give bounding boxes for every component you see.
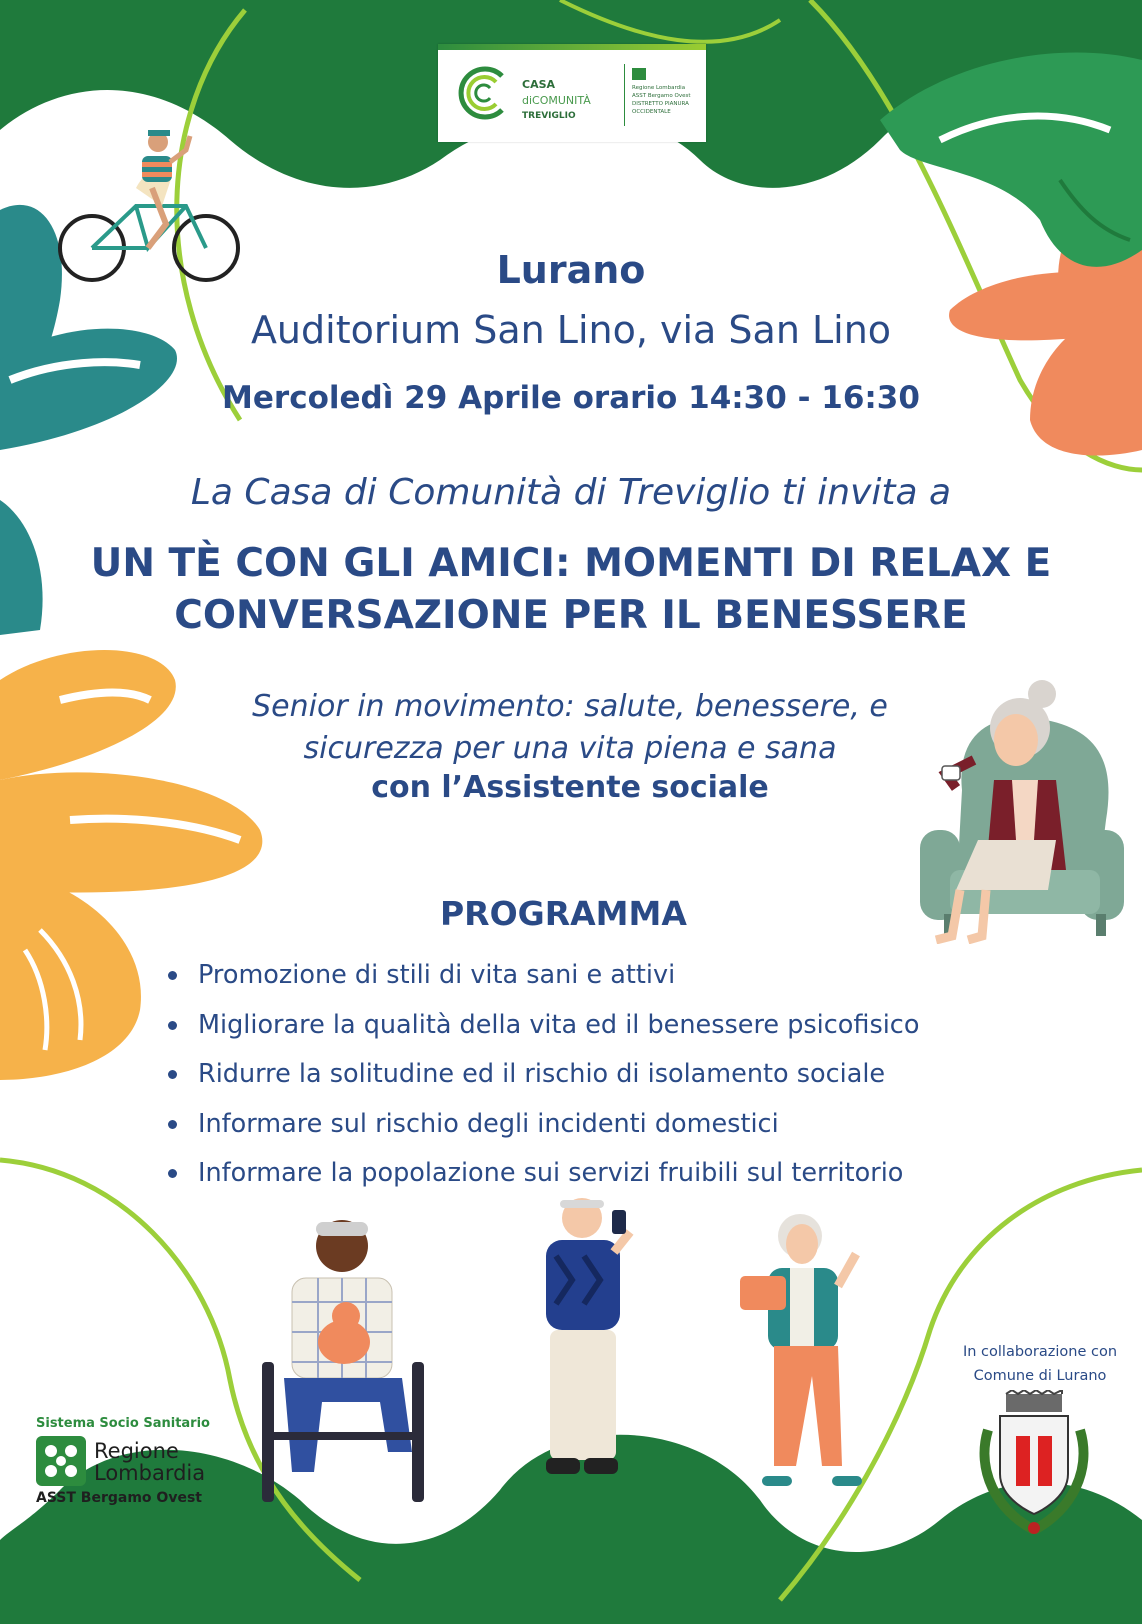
logo-partner-text: Regione Lombardia ASST Bergamo Ovest DISTRETTO PIANURA OCCIDENTALE (632, 85, 691, 115)
headline-line-2: CONVERSAZIONE PER IL BENESSERE (174, 593, 968, 638)
collab-line-1: In collaborazione con (962, 1344, 1118, 1360)
regione-name-line-1: Regione (94, 1439, 179, 1463)
yellow-petal-top (0, 650, 176, 780)
regione-name-line-2: Lombardia (94, 1461, 206, 1485)
man-with-phone-icon (526, 1196, 638, 1506)
asst-label: ASST Bergamo Ovest (36, 1490, 202, 1506)
programma-item: Migliorare la qualità della vita ed il benessere psicofisico (164, 1008, 1044, 1058)
programma-item: Ridurre la solitudine ed il rischio di isolamento sociale (164, 1057, 1044, 1107)
woman-with-tablet-icon (740, 1206, 880, 1506)
programma-item: Informare sul rischio degli incidenti domestici (164, 1107, 1044, 1157)
session-subtitle (180, 686, 960, 770)
programma-list (164, 958, 1044, 1206)
regione-system-label: Sistema Socio Sanitario (36, 1416, 210, 1431)
casa-comunita-c-icon (452, 62, 514, 124)
event-town: Lurano (496, 248, 646, 292)
subtitle-line-2: sicurezza per una vita piena e sana (303, 731, 837, 766)
casa-comunita-logo (438, 44, 706, 142)
session-speaker: con l’Assistente sociale (371, 770, 769, 805)
man-wheelchair-icon (262, 1212, 432, 1502)
rosa-camuna-icon (36, 1436, 86, 1486)
event-venue: Auditorium San Lino, via San Lino (250, 308, 892, 352)
logo-divider (624, 64, 625, 126)
lurano-coat-of-arms-icon (976, 1390, 1092, 1540)
regione-lombardia-logo-icon (36, 1436, 86, 1486)
regione-mini-icon (632, 68, 646, 80)
programma-item: Informare la popolazione sui servizi fruibili sul territorio (164, 1156, 1044, 1206)
event-datetime: Mercoledì 29 Aprile orario 14:30 - 16:30 (222, 380, 920, 416)
elderly-woman-armchair-icon (916, 670, 1132, 944)
collaboration-note (950, 1340, 1130, 1388)
logo-accent-bar (438, 44, 706, 50)
invite-intro: La Casa di Comunità di Treviglio ti invita a (190, 472, 952, 513)
regione-name (94, 1440, 205, 1484)
logo-line-treviglio: TREVIGLIO (522, 111, 576, 121)
programma-item: Promozione di stili di vita sani e attivi (164, 958, 1044, 1008)
event-headline (0, 538, 1142, 642)
subtitle-line-1: Senior in movimento: salute, benessere, e (252, 689, 888, 724)
programma-title: PROGRAMMA (440, 894, 687, 933)
collab-line-2: Comune di Lurano (973, 1368, 1107, 1384)
logo-line-comunita: diCOMUNITÀ (522, 94, 591, 107)
logo-line-casa: CASA (522, 78, 556, 91)
headline-line-1: UN TÈ CON GLI AMICI: MOMENTI DI RELAX E (90, 541, 1052, 586)
